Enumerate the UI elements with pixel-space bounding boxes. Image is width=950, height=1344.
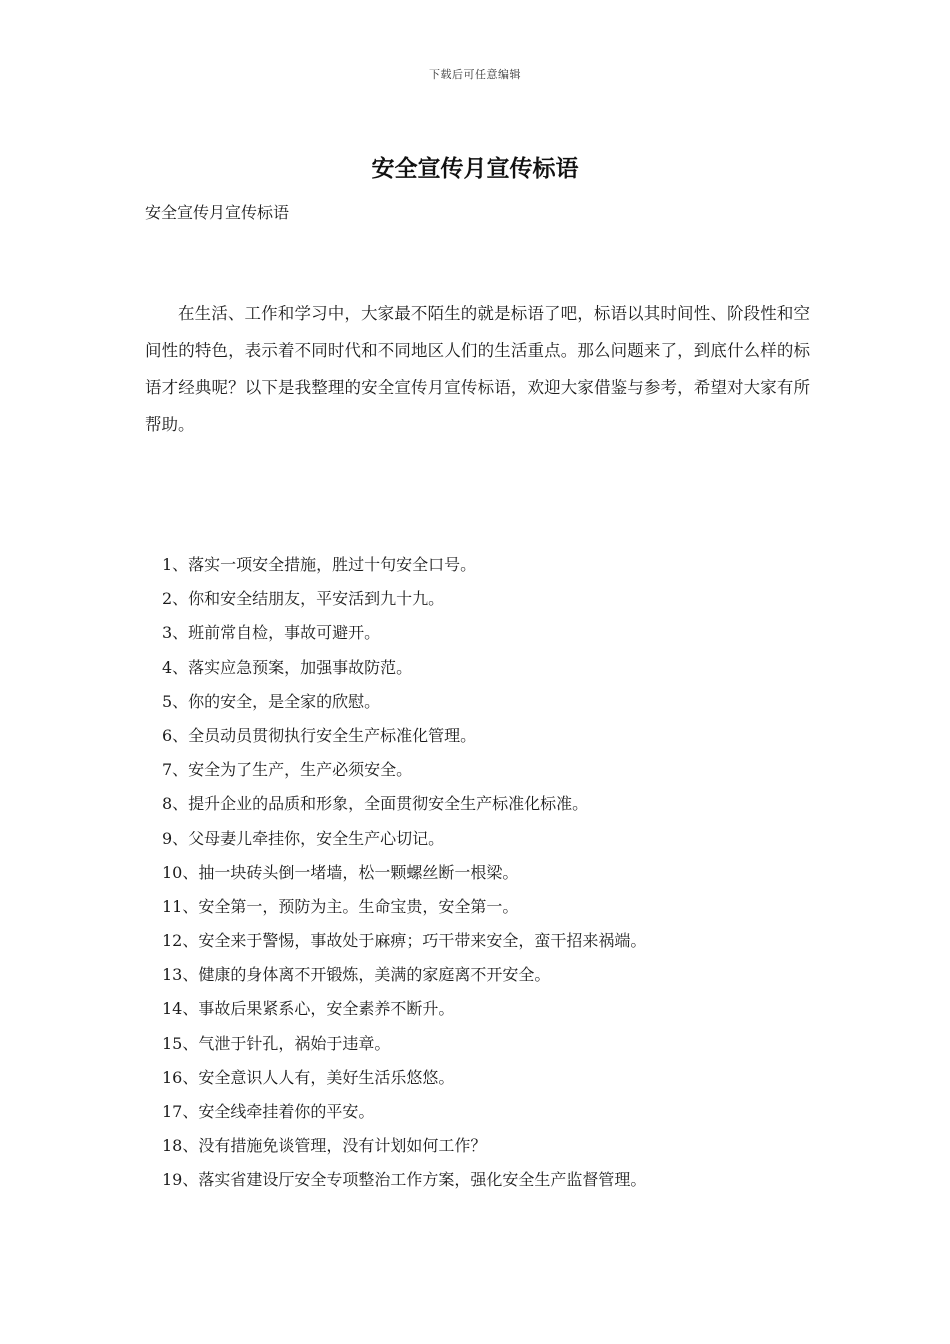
slogan-item: 16、安全意识人人有，美好生活乐悠悠。 <box>162 1067 455 1087</box>
header-note: 下载后可任意编辑 <box>429 68 521 81</box>
slogan-item: 14、事故后果紧系心，安全素养不断升。 <box>162 999 455 1019</box>
document-subtitle: 安全宣传月宣传标语 <box>145 203 290 222</box>
slogan-item: 12、安全来于警惕，事故处于麻痹；巧干带来安全，蛮干招来祸端。 <box>162 931 647 951</box>
intro-paragraph: 在生活、工作和学习中，大家最不陌生的就是标语了吧，标语以其时间性、阶段性和空间性的特色，表示着不同时代和不同地区人们的生活重点。那么问题来了，到底什么样的标语才经典呢？以下是我整理的安全宣传月宣传标语，欢迎大家借鉴与参考，希望对大家有所帮助。 <box>145 304 810 434</box>
slogan-item: 1、落实一项安全措施，胜过十句安全口号。 <box>162 555 477 574</box>
slogan-item: 4、落实应急预案，加强事故防范。 <box>162 657 413 677</box>
slogan-item: 6、全员动员贯彻执行安全生产标准化管理。 <box>162 725 477 745</box>
slogan-item: 13、健康的身体离不开锻炼，美满的家庭离不开安全。 <box>162 965 551 985</box>
slogan-item: 7、安全为了生产，生产必须安全。 <box>162 760 413 780</box>
slogan-item: 9、父母妻儿牵挂你，安全生产心切记。 <box>162 828 445 848</box>
slogan-item: 18、没有措施免谈管理，没有计划如何工作？ <box>162 1136 487 1156</box>
slogan-item: 15、气泄于针孔，祸始于违章。 <box>162 1033 391 1053</box>
slogan-item: 2、你和安全结朋友，平安活到九十九。 <box>162 589 445 609</box>
slogan-item: 3、班前常自检，事故可避开。 <box>162 623 381 643</box>
slogan-item: 5、你的安全，是全家的欣慰。 <box>162 691 381 711</box>
slogan-item: 11、安全第一，预防为主。生命宝贵，安全第一。 <box>162 896 519 916</box>
slogan-item: 8、提升企业的品质和形象，全面贯彻安全生产标准化标准。 <box>162 794 589 814</box>
slogan-item: 10、抽一块砖头倒一堵墙，松一颗螺丝断一根梁。 <box>162 862 519 882</box>
slogan-item: 19、落实省建设厅安全专项整治工作方案，强化安全生产监督管理。 <box>162 1170 647 1190</box>
slogan-item: 17、安全线牵挂着你的平安。 <box>162 1102 375 1121</box>
document-title: 安全宣传月宣传标语 <box>371 155 579 182</box>
slogan-list <box>162 548 862 1198</box>
